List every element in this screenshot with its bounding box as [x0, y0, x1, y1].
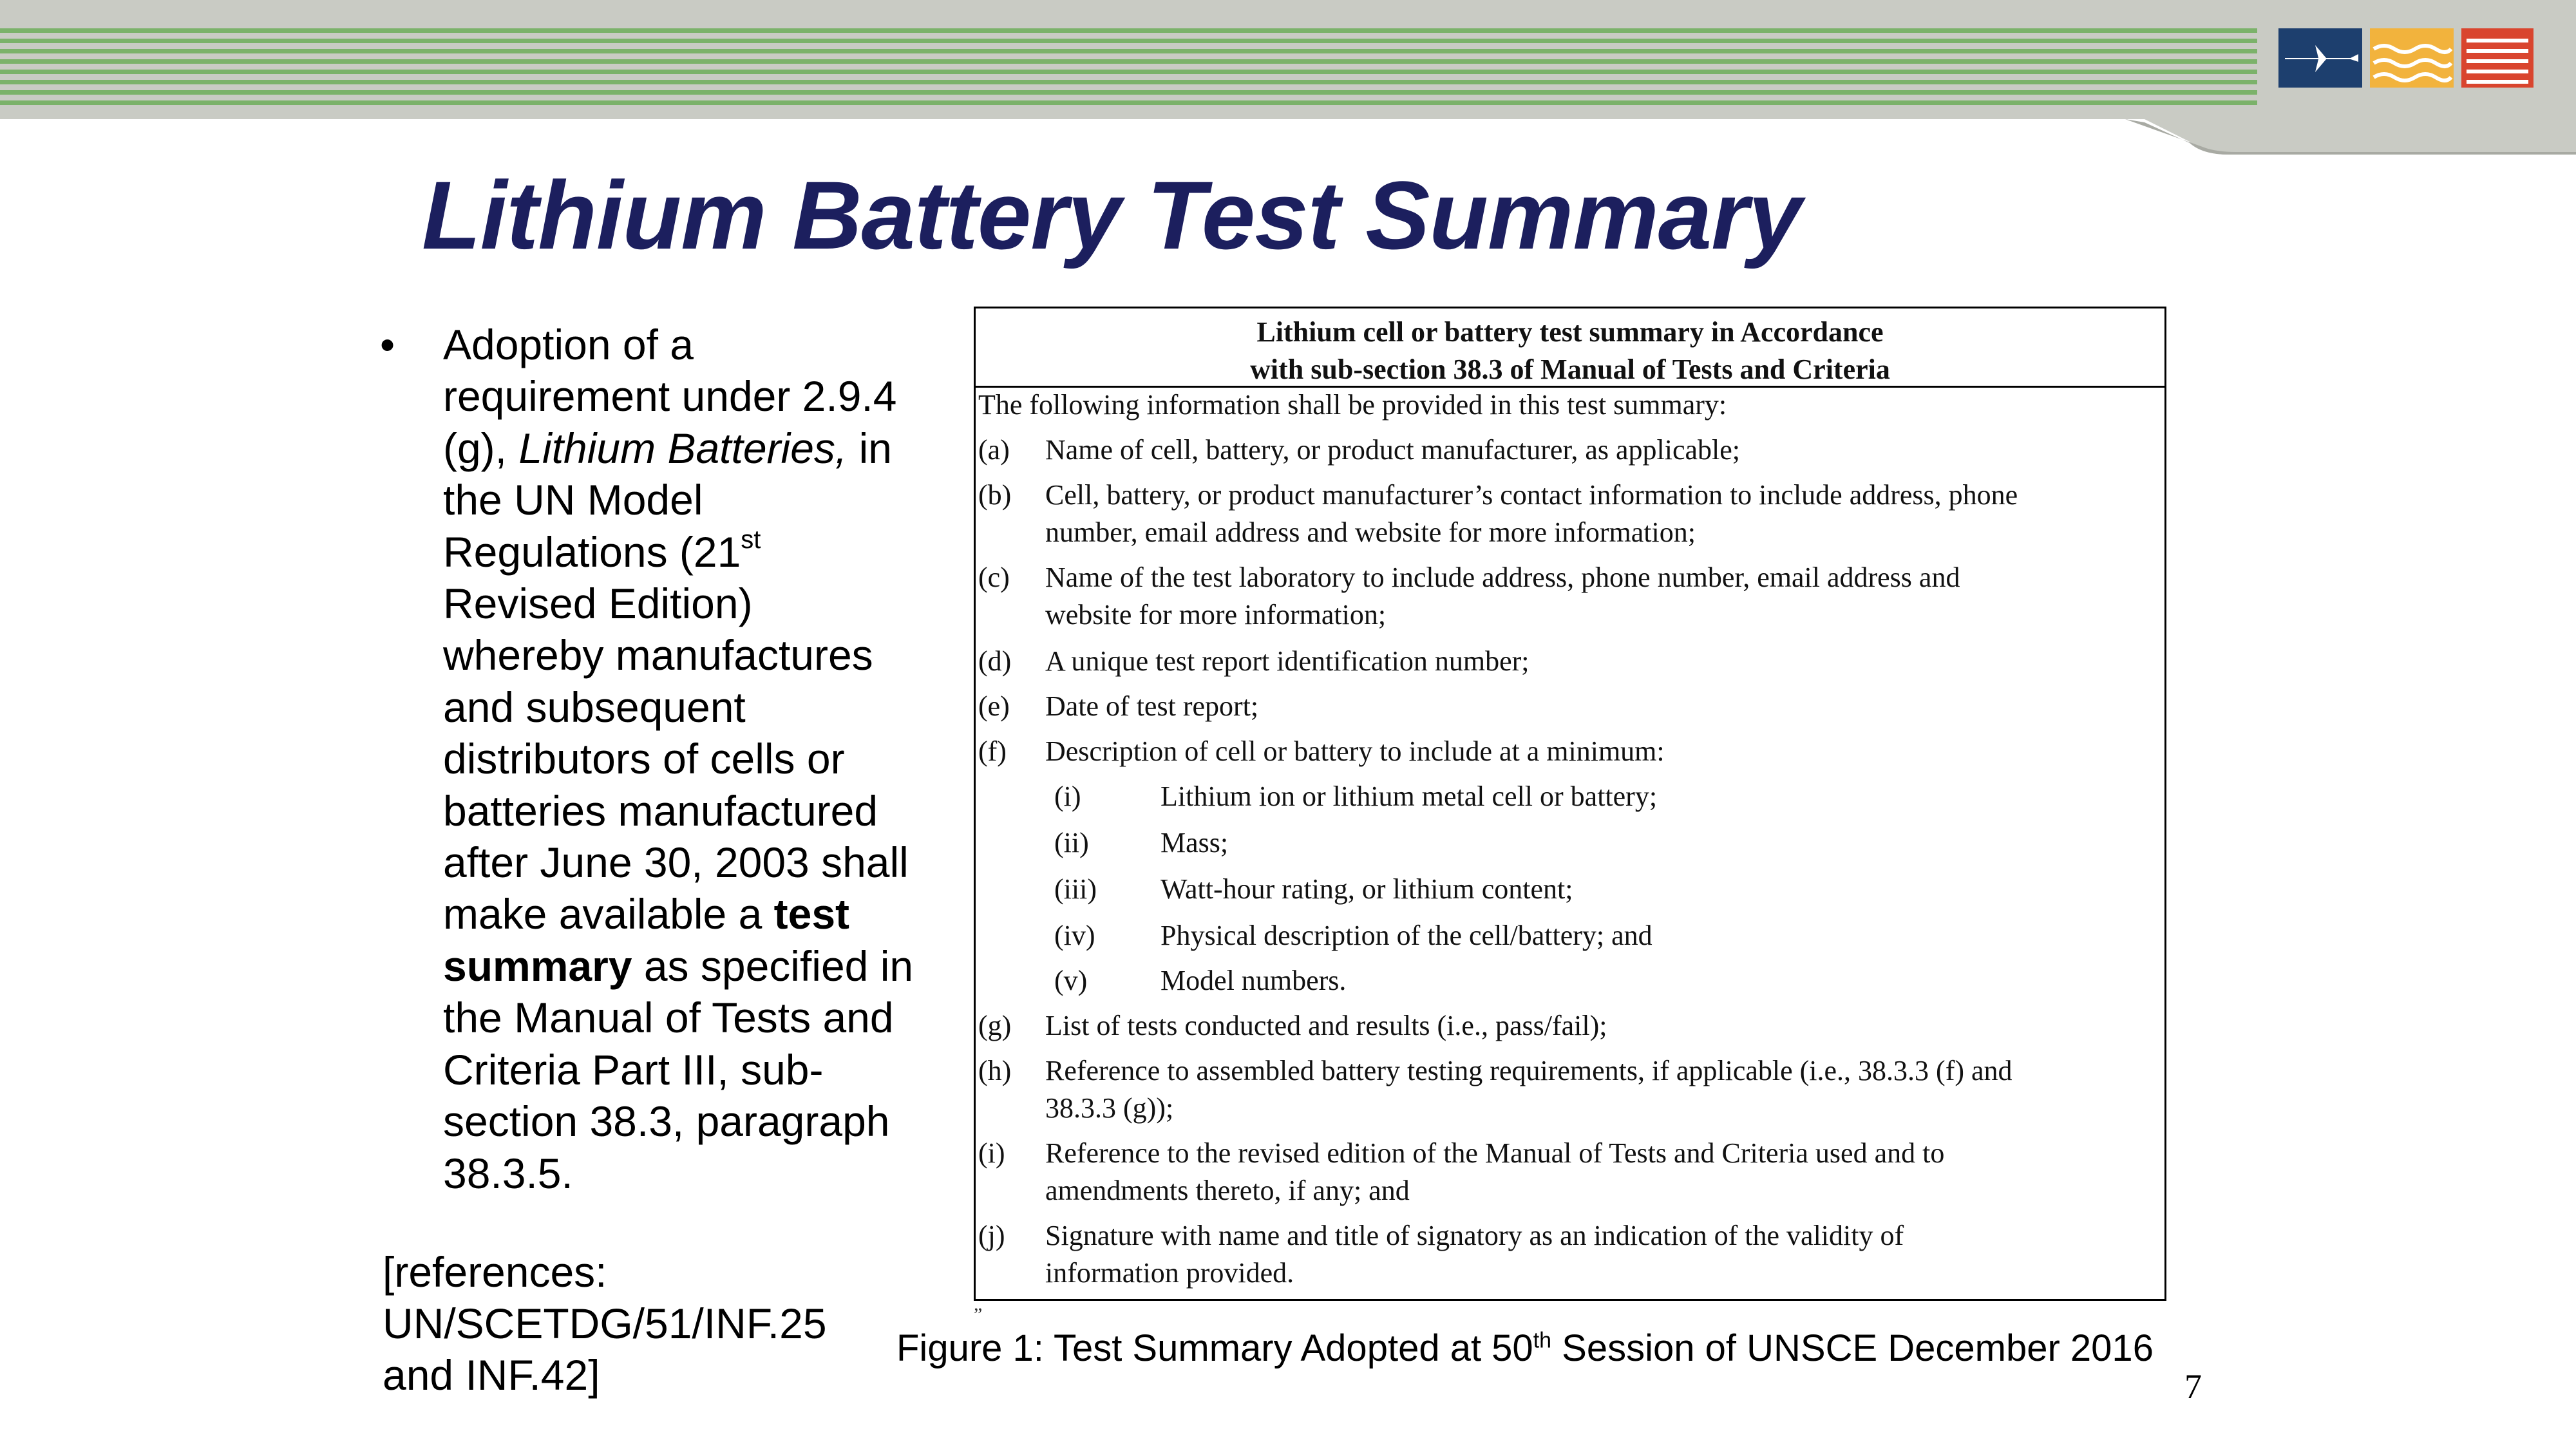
bullet-point [380, 319, 921, 1199]
references-note: [references: UN/SCETDG/51/INF.25 and INF.42] [383, 1248, 827, 1399]
bullet-text-part: in the UN Model Regulations (21 [443, 424, 892, 576]
test-summary-figure [974, 307, 2166, 1301]
item-text: 38.3.3 (g)); [1045, 1092, 1174, 1124]
item-text: A unique test report identification number; [1045, 645, 1530, 677]
page-number: 7 [2184, 1367, 2202, 1406]
item-text: amendments thereto, if any; and [1045, 1175, 1410, 1206]
item-text: website for more information; [1045, 599, 1387, 630]
sub-item-text: Model numbers. [1160, 965, 1347, 996]
bullet-text-part: Adoption of a requirement under 2.9.4 (g), [443, 321, 897, 472]
item-label: (f) [978, 735, 1007, 767]
sub-item-label: (iii) [1054, 873, 1097, 905]
item-text: Reference to the revised edition of the Manual of Tests and Criteria used and to [1045, 1137, 1945, 1169]
item-label: (e) [978, 690, 1010, 722]
stray-quote-mark: ” [974, 1304, 983, 1325]
sub-item-label: (v) [1054, 965, 1088, 996]
figure-intro-text: The following information shall be provided in this test summary: [978, 389, 1727, 421]
figure-header [976, 308, 2164, 388]
item-text: number, email address and website for more information; [1045, 516, 1696, 548]
bullet-text-part: as specified in the Manual of Tests and Criteria Part III, sub-section 38.3, paragraph 38.3.5. [443, 942, 914, 1197]
item-label: (b) [978, 479, 1012, 511]
item-label: (j) [978, 1220, 1005, 1251]
caption-text: Figure 1: Test Summary Adopted at 50 [896, 1327, 1533, 1369]
item-label: (h) [978, 1055, 1012, 1086]
bullet-text [443, 319, 921, 1199]
item-label: (g) [978, 1010, 1012, 1041]
figure-header-line: with sub-section 38.3 of Manual of Tests and Criteria [1250, 354, 1890, 385]
item-label: (c) [978, 562, 1010, 593]
sub-item-text: Lithium ion or lithium metal cell or battery; [1160, 781, 1658, 812]
item-label: (a) [978, 434, 1010, 466]
sub-item-label: (ii) [1054, 827, 1089, 858]
item-text: Description of cell or battery to include at a minimum: [1045, 735, 1665, 767]
caption-text: Session of UNSCE December 2016 [1551, 1327, 2154, 1369]
bullet-marker: • [380, 321, 395, 368]
slide-title: Lithium Battery Test Summary [422, 161, 1801, 269]
item-text: information provided. [1045, 1257, 1294, 1289]
sub-item-text: Watt-hour rating, or lithium content; [1160, 873, 1573, 905]
organization-logo [2278, 28, 2533, 88]
bullet-italic-text: Lithium Batteries, [518, 424, 848, 472]
header-banner [0, 0, 2576, 155]
sub-item-text: Physical description of the cell/battery; and [1160, 920, 1653, 951]
item-text: Cell, battery, or product manufacturer’s contact information to include address, phone [1045, 479, 2018, 511]
caption-superscript: th [1533, 1328, 1552, 1353]
bullet-text-part: Revised Edition) whereby manufactures and subsequent distributors of cells or batteries manufactured after June 30, 2003 shall make available a [443, 580, 909, 938]
item-text: Signature with name and title of signatory as an indication of the validity of [1045, 1220, 1904, 1251]
sub-item-label: (iv) [1054, 920, 1095, 951]
figure-header-line: Lithium cell or battery test summary in Accordance [1256, 316, 1884, 348]
figure-caption [896, 1327, 2154, 1370]
item-text: Reference to assembled battery testing requirements, if applicable (i.e., 38.3.3 (f) and [1045, 1055, 2012, 1086]
sub-item-text: Mass; [1160, 827, 1229, 858]
item-text: List of tests conducted and results (i.e., pass/fail); [1045, 1010, 1607, 1041]
bullet-superscript: st [741, 525, 761, 554]
bullet-bold-text: test summary [443, 890, 850, 990]
item-text: Date of test report; [1045, 690, 1259, 722]
item-text: Name of cell, battery, or product manufacturer, as applicable; [1045, 434, 1741, 466]
item-label: (i) [978, 1137, 1005, 1169]
sub-item-label: (i) [1054, 781, 1081, 812]
item-label: (d) [978, 645, 1012, 677]
item-text: Name of the test laboratory to include address, phone number, email address and [1045, 562, 1960, 593]
